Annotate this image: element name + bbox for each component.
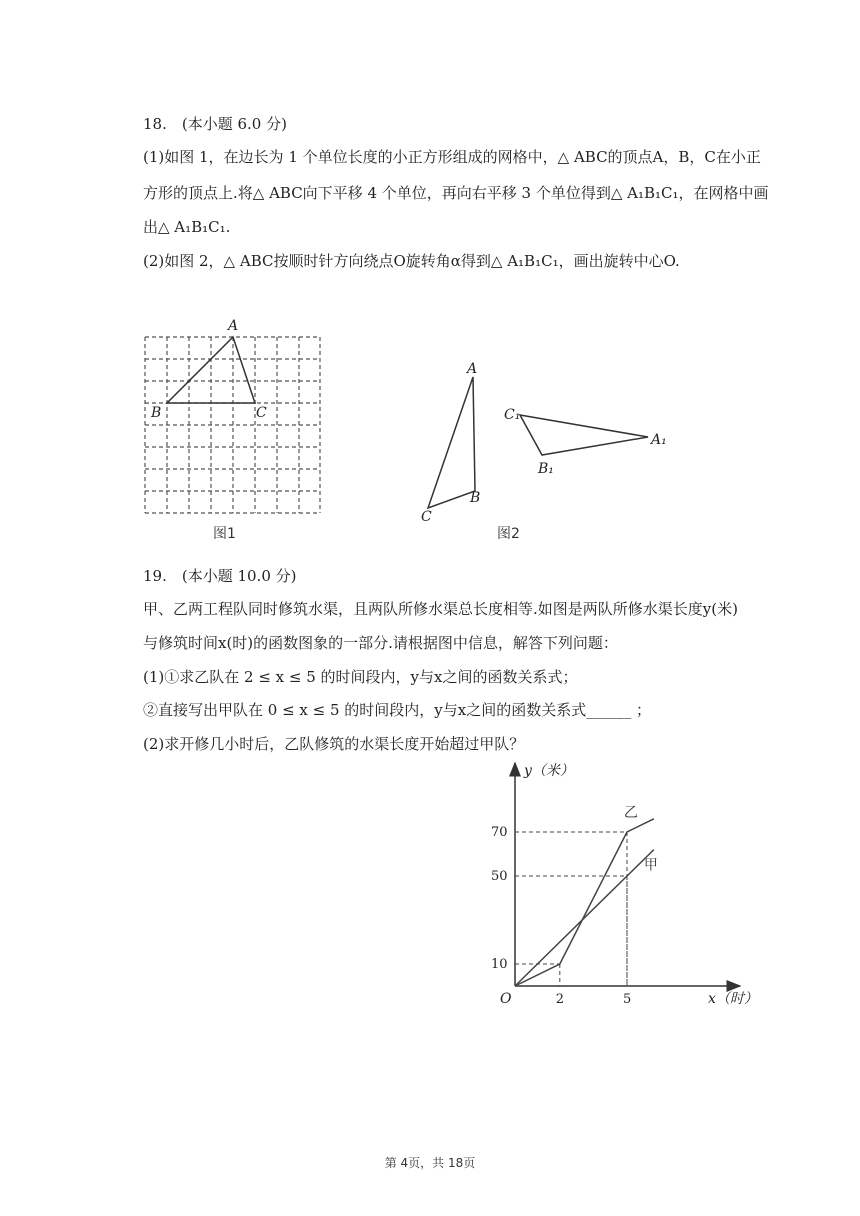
x-tick-label-0: 2 bbox=[555, 992, 565, 1007]
q18-line3: 出△ A₁B₁C₁. bbox=[143, 218, 231, 236]
q19-line2: 与修筑时间x(时)的函数图象的一部分.请根据图中信息，解答下列问题： bbox=[143, 634, 618, 652]
figure-1-caption: 图1 bbox=[213, 526, 236, 542]
label-a: A bbox=[228, 318, 239, 334]
q19-line5: (2)求开修几小时后，乙队修筑的水渠长度开始超过甲队？ bbox=[143, 735, 525, 753]
q19-line3: (1)①求乙队在 2 ≤ x ≤ 5 的时间段内，y与x之间的函数关系式； bbox=[143, 668, 578, 686]
q19-header: 19. (本小题 10.0 分) bbox=[143, 567, 297, 585]
q18-header: 18. (本小题 6.0 分) bbox=[143, 115, 287, 133]
figure-2 bbox=[410, 355, 680, 550]
series-line-1 bbox=[515, 850, 654, 986]
series-label-1: 甲 bbox=[643, 857, 658, 874]
x-axis-label: x（时） bbox=[708, 991, 758, 1007]
q18-line2: 方形的顶点上.将△ ABC向下平移 4 个单位，再向右平移 3 个单位得到△ A₁B₁C₁，在网格中画 bbox=[143, 184, 769, 202]
figure-1 bbox=[135, 310, 335, 550]
triangle-a1b1c1 bbox=[520, 415, 648, 455]
page-footer: 第 4页，共 18页 bbox=[384, 1156, 476, 1170]
y-tick-label-2: 70 bbox=[491, 825, 508, 840]
label-c: C bbox=[256, 405, 267, 421]
q19-line1: 甲、乙两工程队同时修筑水渠，且两队所修水渠总长度相等.如图是两队所修水渠长度y(米) bbox=[143, 600, 738, 618]
figure-2-caption: 图2 bbox=[497, 526, 520, 542]
q18-line1: (1)如图 1，在边长为 1 个单位长度的小正方形组成的网格中，△ ABC的顶点A，B，C在小正 bbox=[143, 148, 761, 166]
label-c1: C₁ bbox=[504, 407, 521, 423]
grid bbox=[145, 337, 320, 513]
label-a: A bbox=[467, 361, 478, 377]
function-graph bbox=[460, 755, 760, 1015]
label-b: B bbox=[470, 490, 481, 506]
y-axis-label: y（米） bbox=[524, 763, 574, 779]
label-c: C bbox=[421, 509, 432, 525]
triangle-abc bbox=[428, 377, 475, 508]
label-b: B bbox=[151, 405, 162, 421]
label-b1: B₁ bbox=[538, 461, 554, 477]
series-label-0: 乙 bbox=[623, 804, 638, 821]
label-a1: A₁ bbox=[651, 432, 667, 448]
y-tick-label-0: 10 bbox=[491, 957, 508, 972]
y-tick-label-1: 50 bbox=[491, 869, 508, 884]
q19-line4: ②直接写出甲队在 0 ≤ x ≤ 5 的时间段内，y与x之间的函数关系式______ ； bbox=[143, 701, 651, 719]
origin-label: O bbox=[500, 991, 512, 1007]
x-tick-label-1: 5 bbox=[623, 992, 632, 1007]
q18-line4: (2)如图 2，△ ABC按顺时针方向绕点O旋转角α得到△ A₁B₁C₁，画出旋转中心O. bbox=[143, 252, 680, 270]
series-line-0 bbox=[515, 819, 654, 986]
